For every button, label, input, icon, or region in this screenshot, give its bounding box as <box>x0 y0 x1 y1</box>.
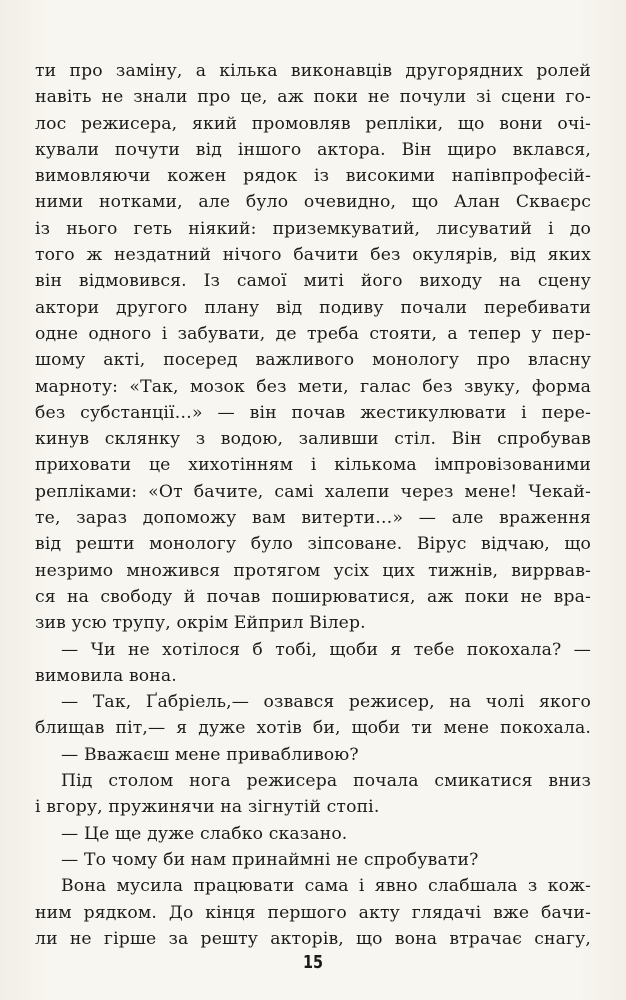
text-line: шому акті, посеред важливого монологу про власну <box>35 350 591 371</box>
text-line: Вона мусила працювати сама і явно слабшала з кож- <box>61 876 591 897</box>
text-line: ся на свободу й почав поширюватися, аж поки не вра- <box>35 586 591 607</box>
text-line: марноту: «Так, мозок без мети, галас без звуку, форма <box>35 376 591 397</box>
text-line: — Чи не хотілося б тобі, щоби я тебе покохала? — <box>61 639 591 660</box>
page-number: 15 <box>302 952 324 973</box>
text-line: — То чому би нам принаймні не спробувати? <box>61 849 479 870</box>
text-line: і вгору, пружинячи на зігнутій стопі. <box>35 797 380 818</box>
text-line: кували почути від іншого актора. Він щиро вклався, <box>35 139 591 160</box>
body-text <box>35 58 591 952</box>
text-line: він відмовився. Із самої миті його виходу на сцену <box>35 271 591 292</box>
text-line: — Вважаєш мене привабливою? <box>61 744 359 765</box>
text-line: ним рядком. До кінця першого акту глядачі вже бачи- <box>35 902 591 923</box>
text-line: зив усю трупу, окрім Ейприл Вілер. <box>35 613 366 634</box>
text-line: актори другого плану від подиву почали перебивати <box>35 297 591 318</box>
text-line: ними нотками, але було очевидно, що Алан Скваєрс <box>35 192 591 213</box>
text-line: без субстанції…» — він почав жестикулювати і пере- <box>35 402 591 423</box>
text-line: того ж нездатний нічого бачити без окулярів, від яких <box>35 245 591 266</box>
text-line: незримо множився протягом усіх цих тижнів, виррвав- <box>35 560 591 581</box>
text-line: вимовила вона. <box>35 665 177 686</box>
text-line: Під столом нога режисера почала смикатися вниз <box>61 771 591 792</box>
text-line: репліками: «От бачите, самі халепи через мене! Чекай- <box>35 481 591 502</box>
text-line: — Так, Ґабріель,— озвався режисер, на чолі якого <box>61 692 591 713</box>
text-line: навіть не знали про це, аж поки не почули зі сцени го- <box>35 87 591 108</box>
text-line: те, зараз допоможу вам витерти…» — але враження <box>35 508 591 529</box>
text-line: — Це ще дуже слабко сказано. <box>61 823 348 844</box>
text-line: ти про заміну, а кілька виконавців другорядних ролей <box>35 61 591 81</box>
text-line: кинув склянку з водою, заливши стіл. Він спробував <box>35 429 591 450</box>
text-line: приховати це хихотінням і кількома імпровізованими <box>35 455 591 476</box>
text-line: ли не гірше за решту акторів, що вона втрачає снагу, <box>35 928 591 949</box>
text-line: із нього геть ніякий: приземкуватий, лисуватий і до <box>35 218 591 239</box>
text-line: від решти монологу було зіпсоване. Вірус відчаю, що <box>35 534 591 555</box>
text-line: блищав піт,— я дуже хотів би, щоби ти мене покохала. <box>35 718 591 739</box>
text-line: вимовляючи кожен рядок із високими напівпрофесій- <box>35 166 591 187</box>
text-line: лос режисера, який промовляв репліки, що вони очі- <box>35 113 591 134</box>
text-line: одне одного і забувати, де треба стояти, а тепер у пер- <box>35 323 591 344</box>
